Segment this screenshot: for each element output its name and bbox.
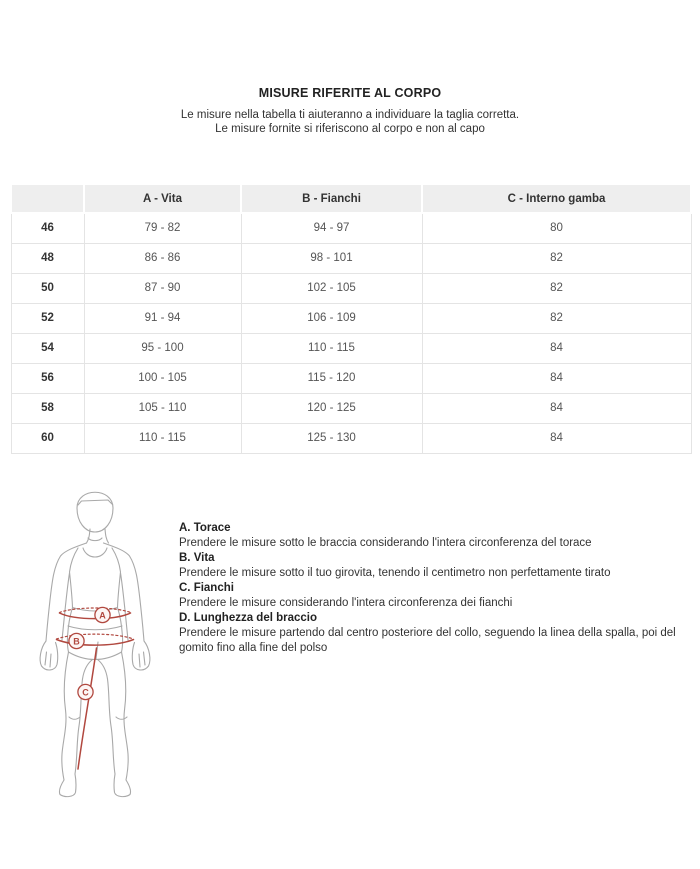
cell-fianchi: 98 - 101: [241, 243, 422, 273]
cell-vita: 91 - 94: [84, 303, 241, 333]
guide-item-description: Prendere le misure considerando l'intera circonferenza dei fianchi: [179, 597, 513, 609]
cell-size: 48: [11, 243, 84, 273]
cell-vita: 100 - 105: [84, 363, 241, 393]
measure-guide: [179, 521, 677, 656]
cell-size: 54: [11, 333, 84, 363]
inseam-marker-label: C: [82, 687, 89, 698]
column-header-vita: A - Vita: [84, 184, 241, 213]
column-header-interno-gamba: C - Interno gamba: [422, 184, 691, 213]
cell-size: 60: [11, 423, 84, 453]
hip-marker-label: B: [73, 636, 80, 647]
table-row: [11, 243, 691, 273]
page-subtitle-line1: Le misure nella tabella ti aiuteranno a individuare la taglia corretta.: [180, 109, 520, 121]
size-table: [10, 183, 692, 454]
cell-interno-gamba: 84: [422, 333, 691, 363]
cell-size: 50: [11, 273, 84, 303]
guide-item-label: C. Fianchi: [179, 582, 234, 594]
guide-item-description: Prendere le misure partendo dal centro posteriore del collo, seguendo la linea della spalla, poi del gomito fino alla fine del polso: [179, 627, 676, 654]
cell-fianchi: 102 - 105: [241, 273, 422, 303]
guide-item-torace: [179, 521, 677, 551]
size-table-header-row: [11, 184, 691, 213]
cell-fianchi: 115 - 120: [241, 363, 422, 393]
table-row: [11, 303, 691, 333]
page-subtitle-line2: Le misure fornite si riferiscono al corpo e non al capo: [215, 123, 485, 135]
guide-item-label: B. Vita: [179, 552, 215, 564]
guide-item-label: D. Lunghezza del braccio: [179, 612, 318, 624]
cell-size: 52: [11, 303, 84, 333]
body-measurement-figure-icon: [18, 476, 178, 806]
cell-interno-gamba: 82: [422, 273, 691, 303]
page-title: MISURE RIFERITE AL CORPO: [258, 86, 442, 100]
figure-marker-badges: [69, 607, 110, 699]
cell-vita: 79 - 82: [84, 213, 241, 243]
table-row: [11, 213, 691, 243]
cell-size: 58: [11, 393, 84, 423]
table-row: [11, 363, 691, 393]
cell-fianchi: 106 - 109: [241, 303, 422, 333]
table-row: [11, 273, 691, 303]
waist-marker-label: A: [99, 610, 106, 621]
cell-fianchi: 110 - 115: [241, 333, 422, 363]
table-row: [11, 333, 691, 363]
cell-fianchi: 125 - 130: [241, 423, 422, 453]
guide-item-vita: [179, 551, 677, 581]
cell-size: 46: [11, 213, 84, 243]
cell-vita: 87 - 90: [84, 273, 241, 303]
table-row: [11, 393, 691, 423]
table-row: [11, 423, 691, 453]
cell-fianchi: 94 - 97: [241, 213, 422, 243]
guide-item-description: Prendere le misure sotto le braccia considerando l'intera circonferenza del torace: [179, 537, 592, 549]
cell-vita: 110 - 115: [84, 423, 241, 453]
column-header-fianchi: B - Fianchi: [241, 184, 422, 213]
cell-interno-gamba: 84: [422, 363, 691, 393]
cell-vita: 105 - 110: [84, 393, 241, 423]
cell-vita: 86 - 86: [84, 243, 241, 273]
page-header: [0, 86, 700, 136]
cell-size: 56: [11, 363, 84, 393]
guide-item-label: A. Torace: [179, 522, 231, 534]
cell-interno-gamba: 84: [422, 393, 691, 423]
cell-interno-gamba: 82: [422, 303, 691, 333]
cell-interno-gamba: 82: [422, 243, 691, 273]
cell-interno-gamba: 84: [422, 423, 691, 453]
cell-vita: 95 - 100: [84, 333, 241, 363]
guide-item-lunghezza-braccio: [179, 611, 677, 656]
guide-item-fianchi: [179, 581, 677, 611]
cell-fianchi: 120 - 125: [241, 393, 422, 423]
cell-interno-gamba: 80: [422, 213, 691, 243]
guide-item-description: Prendere le misure sotto il tuo girovita, tenendo il centimetro non perfettamente tirato: [179, 567, 611, 579]
column-header-size: [11, 184, 84, 213]
